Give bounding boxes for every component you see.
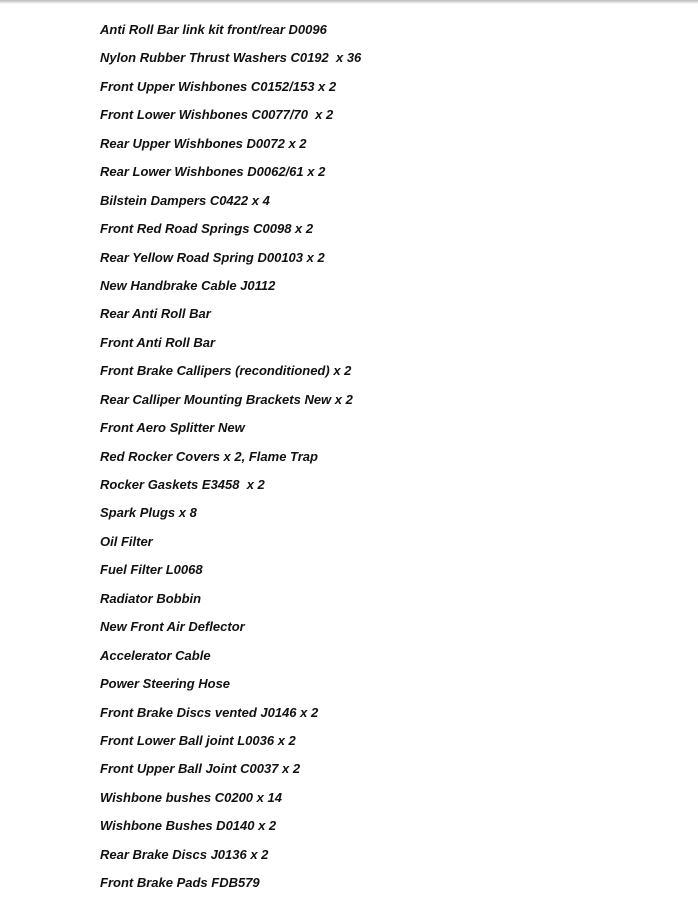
parts-list (100, 21, 361, 903)
list-item: Front Brake Pads FDB579 (100, 875, 260, 891)
list-item: Nylon Rubber Thrust Washers C0192 x 36 (100, 50, 362, 66)
list-item: Bilstein Dampers C0422 x 4 (100, 192, 270, 208)
list-item: Front Upper Wishbones C0152/153 x 2 (100, 78, 337, 94)
list-item: Power Steering Hose (100, 676, 231, 692)
list-item: Fuel Filter L0068 (100, 562, 203, 578)
list-item: Wishbone Bushes D0140 x 2 (100, 818, 277, 834)
list-item: Front Lower Ball joint L0036 x 2 (100, 732, 296, 748)
list-item: New Handbrake Cable J0112 (100, 277, 276, 293)
list-item: Wishbone bushes C0200 x 14 (100, 789, 282, 805)
list-item: Rear Calliper Mounting Brackets New x 2 (100, 391, 353, 407)
list-item: Front Brake Discs vented J0146 x 2 (100, 704, 319, 720)
list-item: Front Brake Callipers (reconditioned) x 2 (100, 363, 352, 379)
list-item: Front Upper Ball Joint C0037 x 2 (100, 761, 301, 777)
list-item: Spark Plugs x 8 (100, 505, 197, 521)
list-item: Rocker Gaskets E3458 x 2 (100, 477, 265, 492)
list-item: Radiator Bobbin (100, 590, 202, 606)
list-item: Oil Filter (100, 533, 153, 549)
list-item: Rear Yellow Road Spring D00103 x 2 (100, 249, 325, 265)
list-item: Rear Brake Discs J0136 x 2 (100, 846, 269, 862)
list-item: Front Lower Wishbones C0077/70 x 2 (100, 107, 334, 123)
list-item: Anti Roll Bar link kit front/rear D0096 (100, 22, 327, 37)
list-item: Front Aero Splitter New (100, 420, 245, 436)
list-item: Front Red Road Springs C0098 x 2 (100, 221, 314, 237)
list-item: Accelerator Cable (100, 647, 211, 663)
list-item: Front Anti Roll Bar (100, 334, 216, 350)
list-item: New Front Air Deflector (100, 619, 245, 635)
list-item: Rear Upper Wishbones D0072 x 2 (100, 135, 307, 151)
list-item: Red Rocker Covers x 2, Flame Trap (100, 448, 318, 464)
list-item: Rear Lower Wishbones D0062/61 x 2 (100, 164, 326, 180)
list-item: Rear Anti Roll Bar (100, 306, 211, 322)
